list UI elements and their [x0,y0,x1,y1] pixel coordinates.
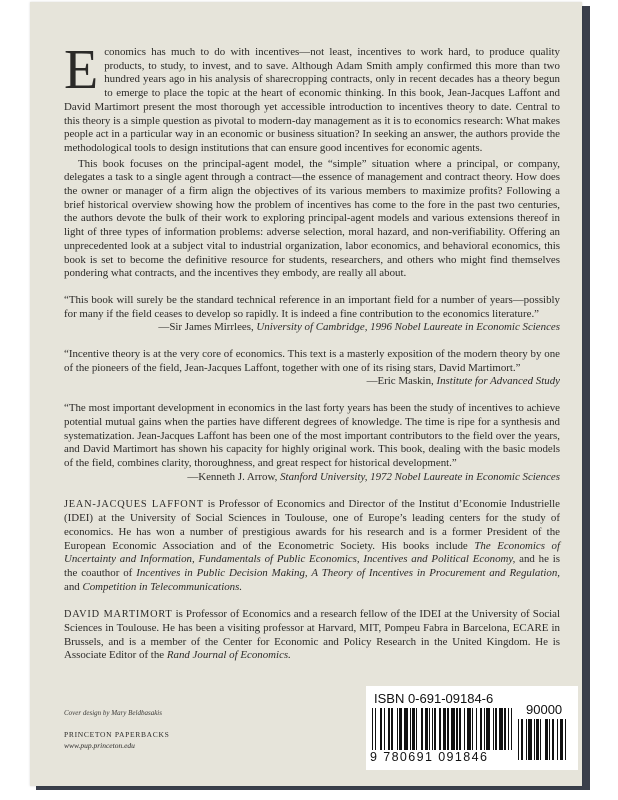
quote-text: “The most important development in economics in the last forty years has been the study of incentives to achieve potential mutual gains when the parties have different degrees of knowledge. The time is ripe for a synthesis and systematization. Jean-Jacques Laffont has been one of the most important contributors to the field over the years, and David Martimort has shown his capacity for highly original work. This book, dealing with the basic models of the field, combines clarity, thoroughness, and great respect for historical development.” [64,402,560,469]
bio-text: is Professor of Economics and a research fellow of the IDEI at the University of Social Sciences in Toulouse. He has been a visiting professor at Harvard, MIT, Pompeu Fabra in Barcelona, ECARE in Brussels, and is a member of the Center for Economic and Policy Research in the United Kingdom. He is Associate Editor of the [64,608,560,662]
quote-attribution [64,321,560,335]
publisher-url: www.pup.princeton.edu [64,741,135,750]
quote-attribution [64,471,560,485]
quote-mirrlees [64,294,560,335]
blurb-paragraph-2: This book focuses on the principal-agent model, the “simple” situation where a principal, or company, delegates a task to a single agent through a contract—the essence of management and contract theory. How does the owner or manager of a firm align the objectives of its various members to maximize profits? Following a brief historical overview showing how the problem of incentives has come to the fore in the past two centuries, the authors devote the bulk of their work to exploring principal-agent models and various extensions thereof in light of three types of information problems: adverse selection, moral hazard, and non-verifiability. Offering an unprecedented look at a subject vital to industrial organization, labor economics, and behavioral economics, this book is set to become the definitive resource for students, researchers, and others who might find themselves pondering what contracts, and the incentives they embody, are really all about. [64,157,560,280]
blurb-paragraph-1-text: conomics has much to do with incentives—not least, incentives to work hard, to produce quality products, to study, to invest, and to save. Although Adam Smith amply confirmed this more than two hundred years ago in his analysis of sharecropping contracts, only in recent decades has a theory begun to emerge to place the topic at the heart of economic thinking. In this book, Jean-Jacques Laffont and David Martimort present the most thorough yet accessible introduction to incentives theory to date. Central to this theory is a simple question as pivotal to modern-day management as it is to economics research: What makes people act in a particular way in an economic or business situation? In seeking an answer, the authors provide the methodological tools to design institutions that can ensure good incentives for economic agents. [64,46,560,154]
author-name: DAVID MARTIMORT [64,609,173,621]
isbn-label: ISBN 0-691-09184-6 [374,691,494,706]
quote-maskin [64,348,560,389]
quote-text: “This book will surely be the standard technical reference in an important field for a number of years—possibly for many if the field ceases to develop so rapidly. It is indeed a fine contribution to the economics literature.” [64,293,560,320]
barcode-bar [511,708,512,750]
dropcap: E [64,39,99,101]
publisher-imprint: PRINCETON PAPERBACKS [64,730,170,739]
quote-author: —Eric Maskin, [366,375,437,388]
book-titles: Competition in Telecommunications. [82,580,243,593]
quote-text: “Incentive theory is at the very core of economics. This text is a masterly exposition of the modern theory by one of the pioneers of the field, Jean-Jacques Laffont, together with one of its rising stars, David Martimort.” [64,348,560,374]
quote-attribution [64,375,560,389]
barcode-gap [566,719,569,760]
bio-laffont [64,498,560,594]
bio-text: is Professor of Economics and Director of the Institut d’Economie Industrielle (IDEI) at the University of Social Sciences in Toulouse, one of Europe’s leading centers for the study of economics. He has won a number of prestigious awards for his research and is a former President of the European Economic Association and of the Econometric Society. His books include [64,498,560,552]
price-code: 90000 [526,702,563,717]
book-titles: Incentives in Public Decision Making, A Theory of Incentives in Procurement and Regulation, [136,566,560,579]
quote-author: —Sir James Mirrlees, [158,321,257,334]
author-name: JEAN-JACQUES LAFFONT [64,499,204,511]
addon-barcode-bars [518,719,570,760]
bio-martimort [64,608,560,663]
back-cover [30,2,582,786]
barcode-digits: 9 780691 091846 [370,750,489,764]
quote-affiliation: University of Cambridge, 1996 Nobel Laureate in Economic Sciences [256,321,560,334]
journal-title: Rand Journal of Economics. [166,649,291,662]
quote-arrow [64,402,560,484]
isbn-barcode [366,686,578,770]
barcode-bars [372,708,512,750]
bio-text: and he is the coauthor of [64,553,560,579]
quote-affiliation: Institute for Advanced Study [436,375,560,388]
quote-author: —Kenneth J. Arrow, [187,470,281,483]
blurb-paragraph-1 [64,39,560,156]
bio-text: and [64,580,83,593]
book-titles: The Economics of Uncertainty and Information, Fundamentals of Public Economics, Incentives and Political Economy, [64,539,560,566]
cover-design-credit: Cover design by Mary Beldbasakis [64,709,162,717]
back-cover-text [64,39,560,663]
quote-affiliation: Stanford University, 1972 Nobel Laureate in Economic Sciences [280,470,560,483]
